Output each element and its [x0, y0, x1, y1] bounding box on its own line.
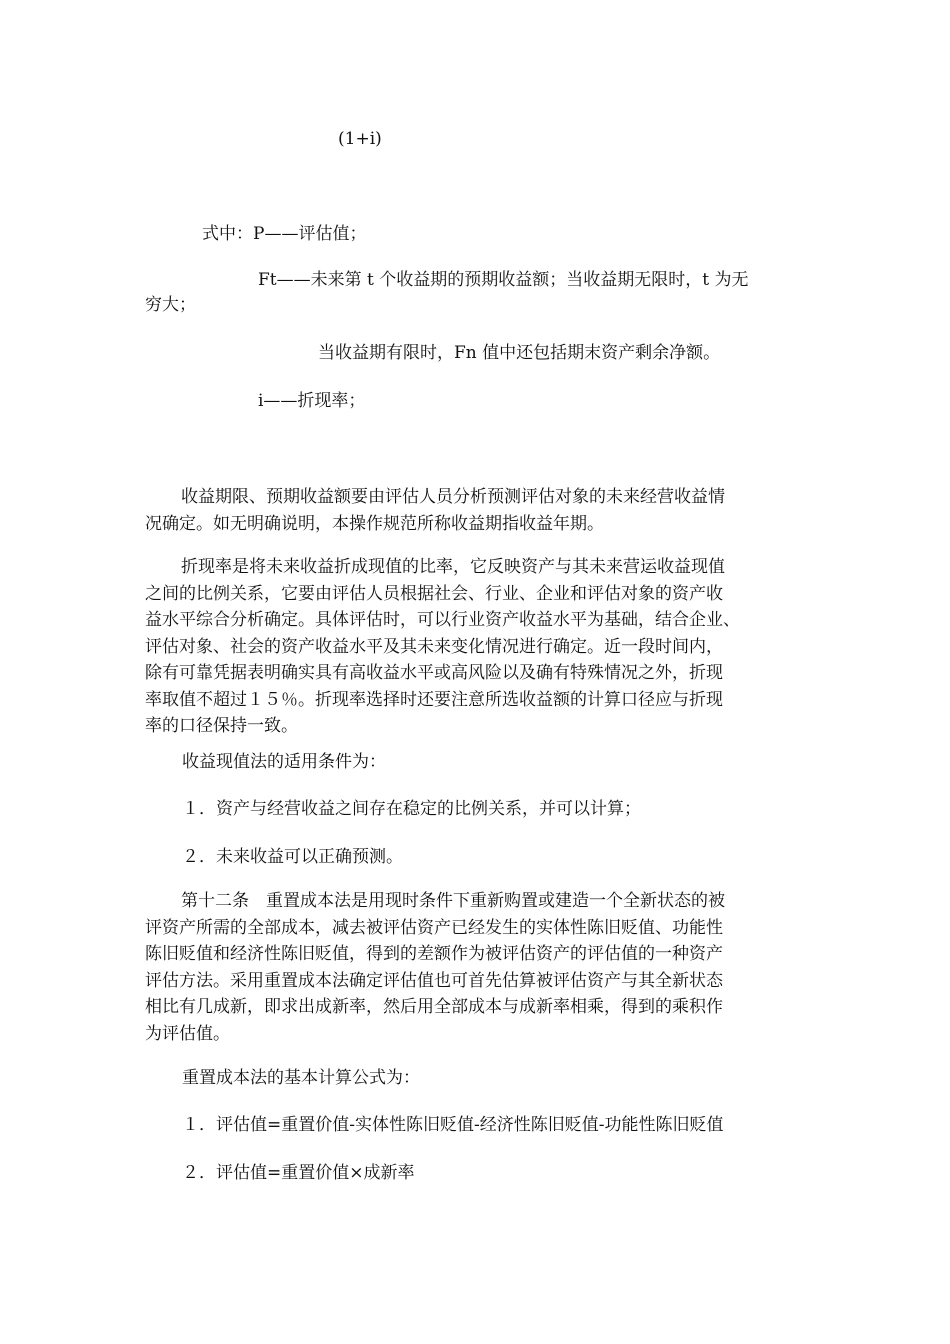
formula-1: １．评估值=重置价值-实体性陈旧贬值-经济性陈旧贬值-功能性陈旧贬值 — [182, 1115, 724, 1135]
condition-2: ２．未来收益可以正确预测。 — [182, 847, 403, 867]
formula-denominator: (1+i) — [338, 129, 382, 149]
paragraph-line: 评估对象、社会的资产收益水平及其未来变化情况进行确定。近一段时间内， — [145, 636, 723, 657]
legend-intro: 式中：P——评估值； — [202, 224, 367, 244]
legend-ft-line2: 穷大； — [145, 295, 196, 315]
paragraph-line: 第十二条 重置成本法是用现时条件下重新购置或建造一个全新状态的被 — [181, 891, 725, 911]
formula-title: 重置成本法的基本计算公式为： — [182, 1068, 420, 1088]
paragraph-discount-rate — [145, 554, 805, 740]
formula-2: ２．评估值=重置价值×成新率 — [182, 1163, 415, 1183]
condition-1: １．资产与经营收益之间存在稳定的比例关系，并可以计算； — [182, 799, 641, 819]
paragraph-line: 之间的比例关系，它要由评估人员根据社会、行业、企业和评估对象的资产收 — [145, 583, 723, 604]
paragraph-line: 相比有几成新，即求出成新率，然后用全部成本与成新率相乘，得到的乘积作 — [145, 997, 723, 1017]
paragraph-article-12 — [145, 888, 805, 1047]
paragraph-line: 评资产所需的全部成本，减去被评估资产已经发生的实体性陈旧贬值、功能性 — [145, 917, 723, 938]
paragraph-line: 率的口径保持一致。 — [145, 716, 298, 736]
paragraph-income-period — [145, 484, 805, 537]
paragraph-line: 收益期限、预期收益额要由评估人员分析预测评估对象的未来经营收益情 — [181, 487, 725, 507]
paragraph-line: 为评估值。 — [145, 1023, 230, 1044]
legend-ft-line1: Ft——未来第 t 个收益期的预期收益额；当收益期无限时，t 为无 — [258, 270, 749, 290]
legend-i-def: i——折现率； — [258, 391, 366, 411]
conditions-title: 收益现值法的适用条件为： — [182, 752, 386, 772]
paragraph-line: 益水平综合分析确定。具体评估时，可以行业资产收益水平为基础，结合企业、 — [145, 610, 740, 630]
paragraph-line: 陈旧贬值和经济性陈旧贬值，得到的差额作为被评估资产的评估值的一种资产 — [145, 944, 723, 964]
paragraph-line: 折现率是将未来收益折成现值的比率，它反映资产与其未来营运收益现值 — [181, 557, 725, 577]
paragraph-line: 况确定。如无明确说明，本操作规范所称收益期指收益年期。 — [145, 513, 604, 534]
legend-fn-note: 当收益期有限时，Fn 值中还包括期末资产剩余净额。 — [318, 343, 721, 363]
paragraph-line: 评估方法。采用重置成本法确定评估值也可首先估算被评估资产与其全新状态 — [145, 970, 723, 991]
paragraph-line: 率取值不超过１５％。折现率选择时还要注意所选收益额的计算口径应与折现 — [145, 689, 723, 710]
paragraph-line: 除有可靠凭据表明确实具有高收益水平或高风险以及确有特殊情况之外，折现 — [145, 663, 723, 683]
